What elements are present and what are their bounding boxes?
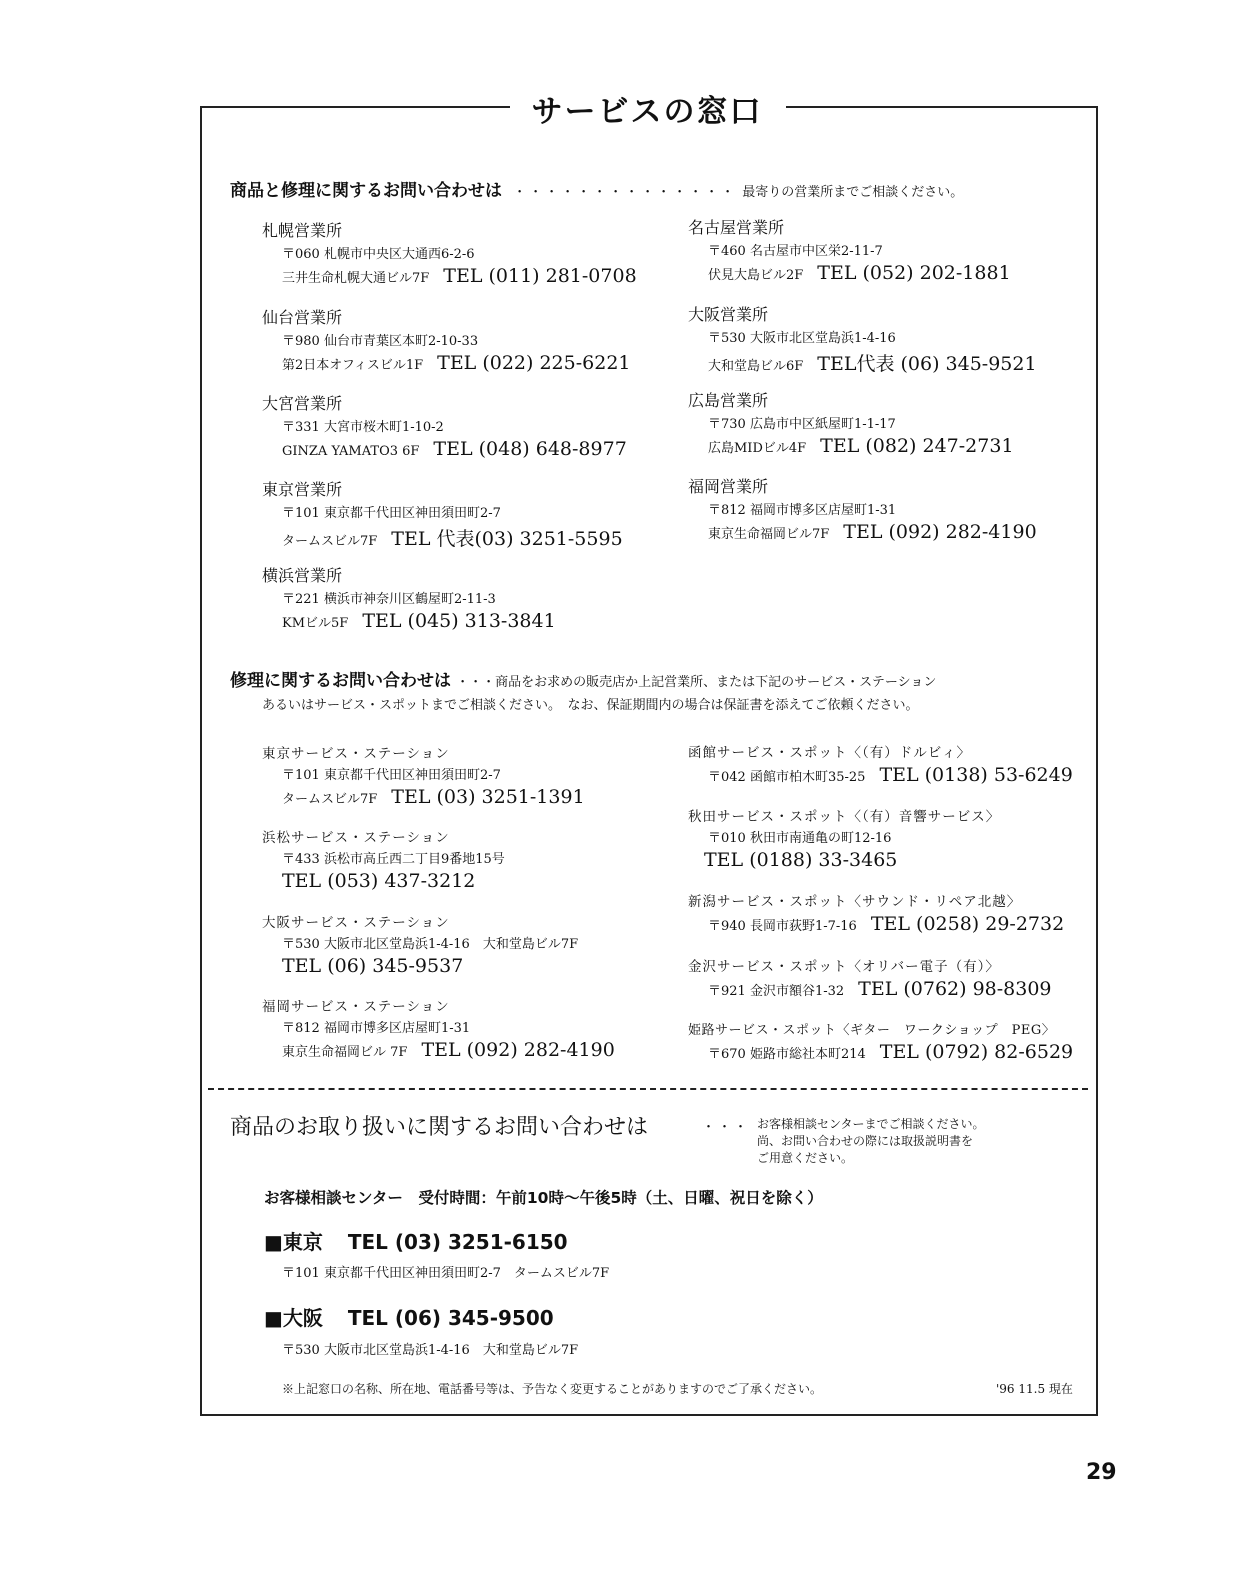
station-building: タームスビル7F <box>282 792 378 807</box>
office-building: 伏見大島ビル2F <box>708 268 804 283</box>
osaka-center-address: 〒530 大阪市北区堂島浜1-4-16 大和堂島ビル7F <box>282 1343 579 1358</box>
spot-address: 〒010 秋田市南通亀の町12-16 <box>708 831 892 846</box>
office-address: 〒980 仙台市青葉区本町2-10-33 <box>282 334 479 349</box>
spot-name: 新潟サービス・スポット〈サウンド・リペア北越〉 <box>688 894 1022 910</box>
office-omiya <box>262 391 627 460</box>
office-sendai <box>262 305 631 374</box>
office-name: 大宮営業所 <box>262 394 343 413</box>
office-building: 広島MIDビル4F <box>708 441 807 456</box>
station-tokyo <box>262 742 585 808</box>
customer-center-hours: お客様相談センター 受付時間：午前10時〜午後5時（土、日曜、祝日を除く） <box>264 1189 823 1207</box>
office-building: GINZA YAMATO3 6F <box>282 444 420 459</box>
spot-address: 〒670 姫路市総社本町214 <box>708 1047 866 1062</box>
office-name: 大阪営業所 <box>688 305 769 324</box>
spot-name: 函館サービス・スポット〈（有）ドルビィ〉 <box>688 745 971 761</box>
office-building: 第2日本オフィスビル1F <box>282 358 424 373</box>
office-yokohama <box>262 563 556 632</box>
station-name: 大阪サービス・ステーション <box>262 915 450 931</box>
office-address: 〒101 東京都千代田区神田須田町2-7 <box>282 506 501 521</box>
spot-address: 〒042 函館市柏木町35-25 <box>708 770 866 785</box>
page-number: 29 <box>1086 1460 1117 1485</box>
station-address: 〒433 浜松市高丘西二丁目9番地15号 <box>282 852 505 867</box>
repair-inquiry-heading: 修理に関するお問い合わせは <box>230 671 451 691</box>
handling-inquiry-dots: ・・・ <box>702 1120 751 1135</box>
office-address: 〒331 大宮市桜木町1-10-2 <box>282 420 444 435</box>
sales-inquiry-dots: ・・・・・・・・・・・・・・ <box>513 185 738 200</box>
title-rule-right <box>786 106 1098 108</box>
spot-himeji <box>688 1019 1073 1063</box>
station-address: 〒101 東京都千代田区神田須田町2-7 <box>282 768 501 783</box>
office-nagoya <box>688 215 1011 284</box>
station-building: 東京生命福岡ビル 7F <box>282 1045 408 1060</box>
sales-inquiry-heading-row <box>230 176 963 201</box>
station-tel: TEL (03) 3251-1391 <box>391 786 585 808</box>
office-address: 〒730 広島市中区紙屋町1-1-17 <box>708 417 896 432</box>
station-name: 浜松サービス・ステーション <box>262 830 450 846</box>
station-tel: TEL (092) 282-4190 <box>421 1039 615 1061</box>
office-osaka <box>688 302 1037 376</box>
office-tel: TEL (052) 202-1881 <box>817 262 1011 284</box>
office-building: タームスビル7F <box>282 534 378 549</box>
spot-hakodate <box>688 741 1073 786</box>
office-tokyo <box>262 477 623 551</box>
office-tel: TEL (045) 313-3841 <box>362 610 556 632</box>
office-tel: TEL代表 (06) 345-9521 <box>817 353 1037 375</box>
sales-inquiry-note: 最寄りの営業所までご相談ください。 <box>742 185 964 200</box>
section-divider <box>208 1088 1088 1090</box>
office-tel: TEL (082) 247-2731 <box>820 435 1014 457</box>
office-tel: TEL 代表(03) 3251-5595 <box>391 528 623 550</box>
spot-tel: TEL (0138) 53-6249 <box>879 764 1073 786</box>
office-name: 福岡営業所 <box>688 477 769 496</box>
office-name: 横浜営業所 <box>262 566 343 585</box>
office-address: 〒060 札幌市中央区大通西6-2-6 <box>282 247 475 262</box>
office-tel: TEL (022) 225-6221 <box>437 352 631 374</box>
station-name: 東京サービス・ステーション <box>262 746 450 762</box>
handling-note-line2: 尚、お問い合わせの際には取扱説明書を <box>757 1134 974 1148</box>
spot-address: 〒940 長岡市荻野1-7-16 <box>708 919 857 934</box>
station-address: 〒812 福岡市博多区店屋町1-31 <box>282 1021 471 1036</box>
repair-inquiry-heading-row <box>230 666 936 691</box>
office-name: 名古屋営業所 <box>688 218 785 237</box>
office-name: 東京営業所 <box>262 480 343 499</box>
spot-akita <box>688 805 1000 871</box>
spot-name: 姫路サービス・スポット〈ギター ワークショップ PEG〉 <box>688 1023 1056 1038</box>
tokyo-center-address: 〒101 東京都千代田区神田須田町2-7 タームスビル7F <box>282 1266 610 1281</box>
spot-address: 〒921 金沢市額谷1-32 <box>708 984 845 999</box>
spot-name: 秋田サービス・スポット〈（有）音響サービス〉 <box>688 809 1001 825</box>
tokyo-center-row <box>264 1226 568 1255</box>
sales-inquiry-heading: 商品と修理に関するお問い合わせは <box>230 181 502 201</box>
spot-tel: TEL (0792) 82-6529 <box>879 1041 1074 1063</box>
office-building: 三井生命札幌大通ビル7F <box>282 271 430 286</box>
osaka-center-tel: TEL (06) 345-9500 <box>347 1306 554 1330</box>
office-address: 〒221 横浜市神奈川区鶴屋町2-11-3 <box>282 592 496 607</box>
office-sapporo <box>262 218 637 287</box>
spot-tel: TEL (0762) 98-8309 <box>858 978 1052 1000</box>
office-tel: TEL (011) 281-0708 <box>443 265 637 287</box>
spot-kanazawa <box>688 955 1052 1000</box>
office-name: 仙台営業所 <box>262 308 343 327</box>
repair-inquiry-note-line2: あるいはサービス・スポットまでご相談ください。 なお、保証期間内の場合は保証書を添えてご依頼ください。 <box>262 698 919 713</box>
station-tel: TEL (06) 345-9537 <box>282 955 464 977</box>
station-name: 福岡サービス・ステーション <box>262 999 450 1015</box>
office-name: 札幌営業所 <box>262 221 343 240</box>
osaka-center-label: ■大阪 <box>264 1306 323 1330</box>
office-building: 東京生命福岡ビル7F <box>708 527 830 542</box>
handling-note-line1: お客様相談センターまでご相談ください。 <box>757 1117 985 1131</box>
page-title: サービスの窓口 <box>531 94 763 130</box>
station-osaka <box>262 911 578 977</box>
handling-inquiry-note <box>757 1116 985 1167</box>
office-building: 大和堂島ビル6F <box>708 359 804 374</box>
spot-niigata <box>688 890 1064 935</box>
office-address: 〒530 大阪市北区堂島浜1-4-16 <box>708 331 896 346</box>
spot-name: 金沢サービス・スポット〈オリバー電子（有）〉 <box>688 959 1000 975</box>
office-tel: TEL (048) 648-8977 <box>433 438 627 460</box>
station-address: 〒530 大阪市北区堂島浜1-4-16 大和堂島ビル7F <box>282 937 579 952</box>
office-tel: TEL (092) 282-4190 <box>843 521 1037 543</box>
station-hamamatsu <box>262 826 505 892</box>
repair-inquiry-note-line1: ・・・商品をお求めの販売店か上記営業所、または下記のサービス・ステーション <box>456 675 937 690</box>
tokyo-center-tel: TEL (03) 3251-6150 <box>347 1230 568 1254</box>
station-tel: TEL (053) 437-3212 <box>282 870 476 892</box>
spot-tel: TEL (0258) 29-2732 <box>870 913 1065 935</box>
osaka-center-row <box>264 1302 554 1331</box>
handling-note-line3: ご用意ください。 <box>757 1151 854 1165</box>
handling-inquiry-heading: 商品のお取り扱いに関するお問い合わせは <box>230 1115 649 1140</box>
as-of-date: '96 11.5 現在 <box>996 1382 1073 1396</box>
office-hiroshima <box>688 388 1014 457</box>
change-notice: ※上記窓口の名称、所在地、電話番号等は、予告なく変更することがありますのでご了承ください。 <box>282 1382 823 1396</box>
office-name: 広島営業所 <box>688 391 769 410</box>
station-fukuoka <box>262 995 615 1061</box>
tokyo-center-label: ■東京 <box>264 1230 323 1254</box>
office-fukuoka <box>688 474 1037 543</box>
office-building: KMビル5F <box>282 616 349 631</box>
office-address: 〒460 名古屋市中区栄2-11-7 <box>708 244 883 259</box>
title-rule-left <box>200 106 510 108</box>
spot-tel: TEL (0188) 33-3465 <box>704 849 898 871</box>
office-address: 〒812 福岡市博多区店屋町1-31 <box>708 503 897 518</box>
